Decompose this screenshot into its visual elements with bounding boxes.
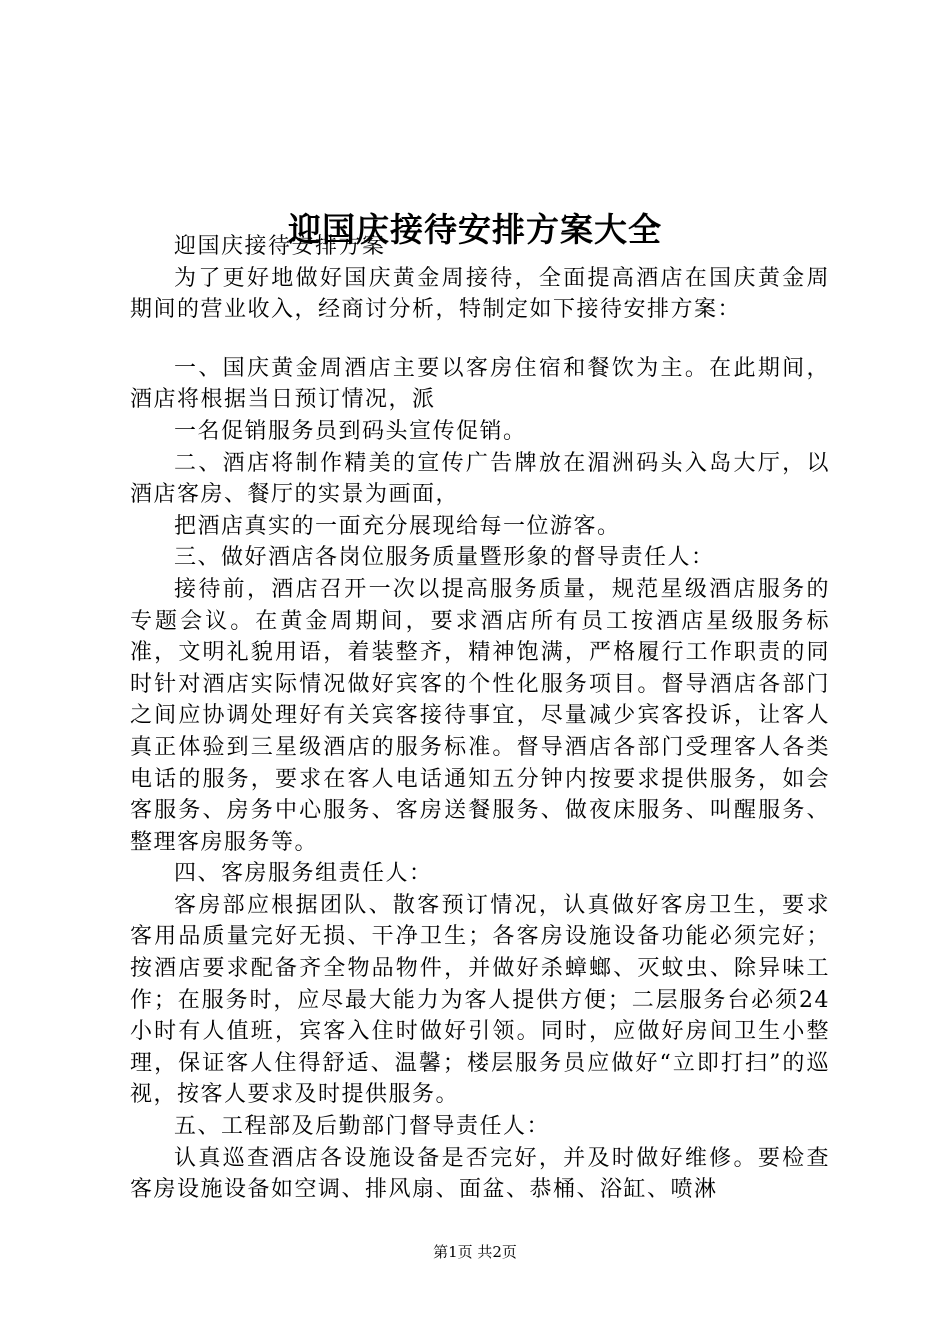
document-title: 迎国庆接待安排方案大全 bbox=[288, 210, 662, 250]
paragraph-section-2: 二、酒店将制作精美的宣传广告牌放在湄洲码头入岛大厅，以酒店客房、餐厅的实景为画面， bbox=[130, 450, 830, 508]
page-number-footer: 第1页 共2页 bbox=[433, 1243, 517, 1261]
paragraph-section-5-heading: 五、工程部及后勤部门督导责任人： bbox=[174, 1114, 551, 1140]
paragraph-section-4-heading: 四、客房服务组责任人： bbox=[174, 861, 433, 887]
paragraph-intro: 为了更好地做好国庆黄金周接待，全面提高酒店在国庆黄金周期间的营业收入，经商讨分析，特制定如下接待安排方案： bbox=[130, 265, 830, 323]
paragraph-section-4-body: 客房部应根据团队、散客预订情况，认真做好客房卫生，要求客用品质量完好无损、干净卫生；各客房设施设备功能必须完好；按酒店要求配备齐全物品物件，并做好杀蟑螂、灭蚊虫、除异味工作；在服务时，应尽最大能力为客人提供方便；二层服务台必须24小时有人值班，宾客入住时做好引领。同时，应做好房间卫生小整理，保证客人住得舒适、温馨；楼层服务员应做好“立即打扫”的巡视，按客人要求及时提供服务。 bbox=[130, 892, 830, 1108]
paragraph-spacer bbox=[130, 326, 830, 353]
document-body bbox=[130, 231, 830, 1206]
paragraph-section-5-body: 认真巡查酒店各设施设备是否完好，并及时做好维修。要检查客房设施设备如空调、排风扇、面盆、恭桶、浴缸、喷淋 bbox=[130, 1145, 830, 1203]
paragraph-section-3-heading: 三、做好酒店各岗位服务质量暨形象的督导责任人： bbox=[174, 545, 715, 571]
paragraph-section-2-cont: 把酒店真实的一面充分展现给每一位游客。 bbox=[174, 513, 621, 539]
paragraph-section-3-body: 接待前，酒店召开一次以提高服务质量，规范星级酒店服务的专题会议。在黄金周期间，要求酒店所有员工按酒店星级服务标准，文明礼貌用语，着装整齐，精神饱满，严格履行工作职责的同时针对酒店实际情况做好宾客的个性化服务项目。督导酒店各部门之间应协调处理好有关宾客接待事宜，尽量减少宾客投诉，让客人真正体验到三星级酒店的服务标准。督导酒店各部门受理客人各类电话的服务，要求在客人电话通知五分钟内按要求提供服务，如会客服务、房务中心服务、客房送餐服务、做夜床服务、叫醒服务、整理客房服务等。 bbox=[130, 576, 830, 855]
paragraph-section-1-cont: 一名促销服务员到码头宣传促销。 bbox=[174, 418, 527, 444]
paragraph-subtitle: 迎国庆接待安排方案 bbox=[174, 234, 386, 259]
paragraph-section-1: 一、国庆黄金周酒店主要以客房住宿和餐饮为主。在此期间，酒店将根据当日预订情况，派 bbox=[130, 355, 830, 413]
